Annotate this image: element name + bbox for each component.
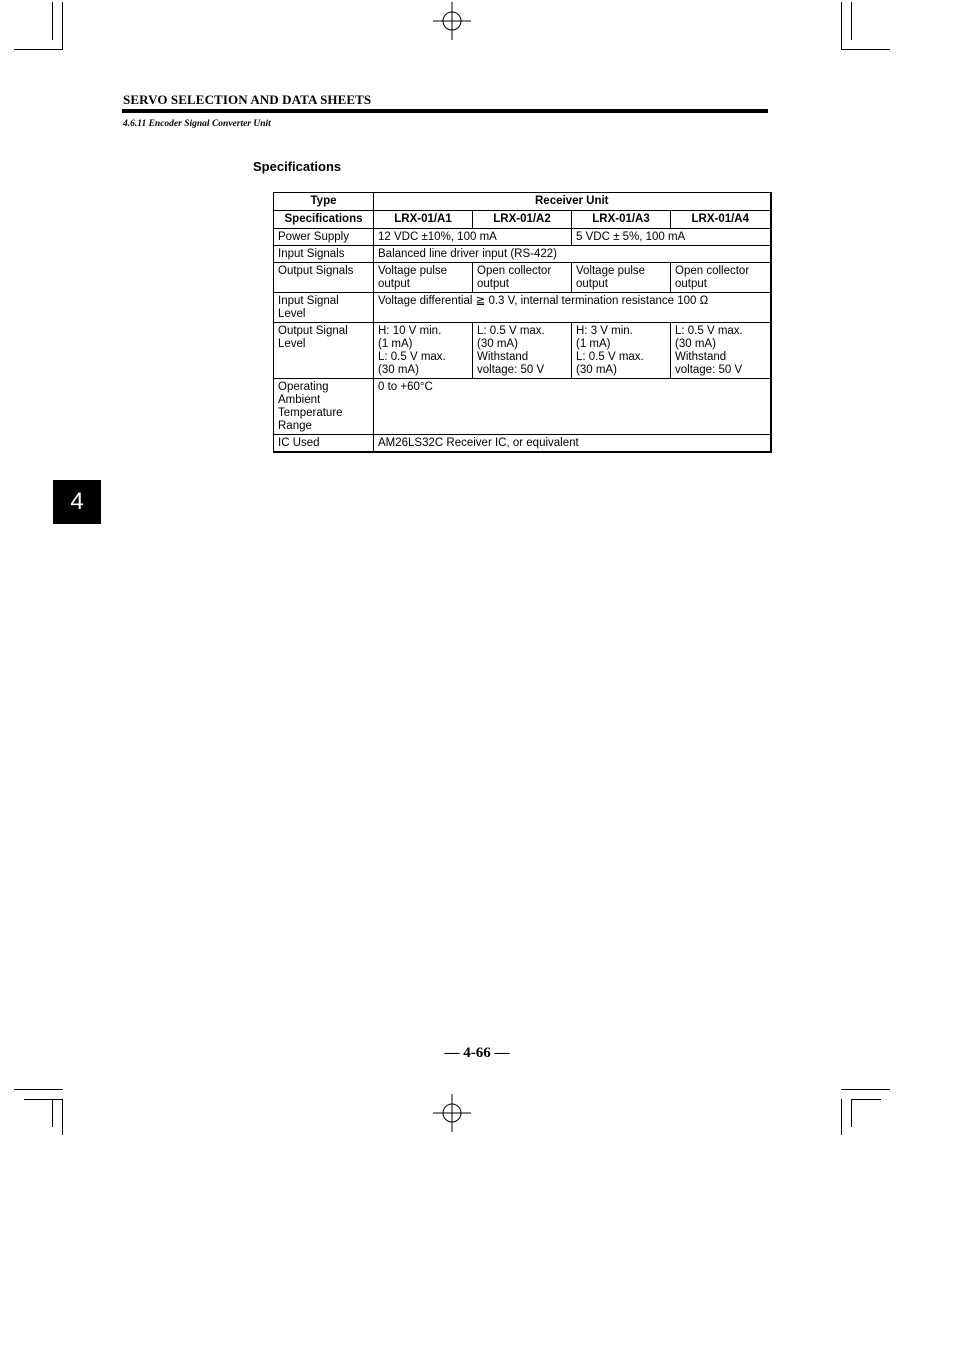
crop-mark [851, 1099, 881, 1100]
table-row [274, 293, 771, 323]
type-header: Type [274, 193, 374, 211]
row-label: Input Signals [274, 246, 374, 263]
table-cell: Balanced line driver input (RS-422) [374, 246, 771, 263]
chapter-tab: 4 [53, 480, 101, 524]
registration-crosshair-icon [433, 2, 471, 40]
row-label: Power Supply [274, 229, 374, 246]
table-row [274, 246, 771, 263]
table-row [274, 379, 771, 435]
crop-mark [841, 2, 842, 50]
row-label: Operating Ambient Temperature Range [274, 379, 374, 435]
table-cell: L: 0.5 V max. (30 mA) Withstand voltage: 50 V [473, 323, 572, 379]
table-row [274, 211, 771, 229]
crop-mark [14, 49, 63, 50]
running-header-subtitle: 4.6.11 Encoder Signal Converter Unit [123, 119, 271, 129]
table-cell: Voltage differential ≧ 0.3 V, internal termination resistance 100 Ω [374, 293, 771, 323]
model-header: LRX-01/A3 [572, 211, 671, 229]
row-label: IC Used [274, 435, 374, 453]
table-row [274, 263, 771, 293]
table-cell: Voltage pulse output [572, 263, 671, 293]
crop-mark [52, 2, 53, 40]
row-label: Output Signal Level [274, 323, 374, 379]
table-cell: 12 VDC ±10%, 100 mA [374, 229, 572, 246]
registration-crosshair-icon [433, 1094, 471, 1132]
receiver-unit-header: Receiver Unit [374, 193, 771, 211]
crop-mark [851, 2, 852, 40]
page-number: — 4-66 — [444, 1045, 510, 1061]
table-row [274, 323, 771, 379]
crop-mark [52, 1099, 53, 1127]
specifications-table [273, 192, 772, 453]
table-cell: H: 3 V min. (1 mA) L: 0.5 V max. (30 mA) [572, 323, 671, 379]
model-header: LRX-01/A2 [473, 211, 572, 229]
model-header: LRX-01/A1 [374, 211, 473, 229]
table-cell: L: 0.5 V max. (30 mA) Withstand voltage: 50 V [671, 323, 771, 379]
table-cell: 5 VDC ± 5%, 100 mA [572, 229, 771, 246]
table-row [274, 435, 771, 453]
crop-mark [851, 1099, 852, 1127]
running-header-title: SERVO SELECTION AND DATA SHEETS [123, 92, 372, 107]
crop-mark [14, 1089, 63, 1090]
table-cell: Open collector output [671, 263, 771, 293]
table-cell: H: 10 V min. (1 mA) L: 0.5 V max. (30 mA) [374, 323, 473, 379]
model-header: LRX-01/A4 [671, 211, 771, 229]
crop-mark [841, 1099, 842, 1135]
row-label: Output Signals [274, 263, 374, 293]
crop-mark [62, 1099, 63, 1135]
table-row [274, 193, 771, 211]
section-heading: Specifications [253, 159, 342, 174]
table-cell: AM26LS32C Receiver IC, or equivalent [374, 435, 771, 453]
specifications-header: Specifications [274, 211, 374, 229]
crop-mark [62, 2, 63, 50]
header-rule [122, 109, 768, 113]
row-label: Input Signal Level [274, 293, 374, 323]
table-cell: Voltage pulse output [374, 263, 473, 293]
crop-mark [24, 1099, 63, 1100]
crop-mark [841, 1089, 890, 1090]
crop-mark [841, 49, 890, 50]
table-cell: Open collector output [473, 263, 572, 293]
table-cell: 0 to +60°C [374, 379, 771, 435]
table-row [274, 229, 771, 246]
